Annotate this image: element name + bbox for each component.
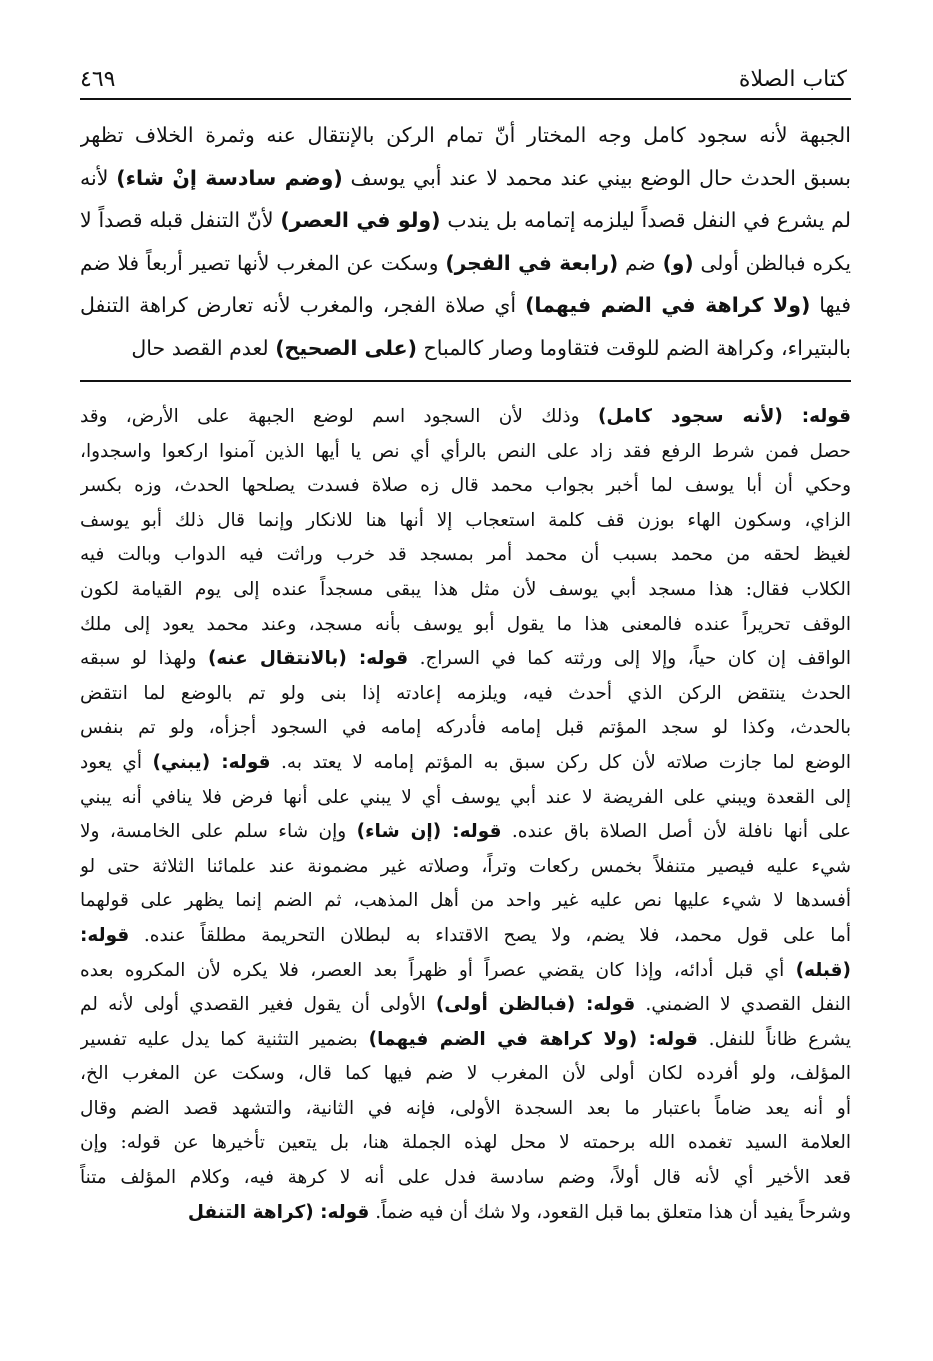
commentary-text: الواقف إن كان حياً، وإلا إلى ورثته كما في السراج.: [408, 648, 851, 670]
commentary-line: [80, 1092, 851, 1127]
commentary-line: [80, 746, 851, 781]
commentary-line: [80, 954, 851, 989]
main_text-line: [80, 327, 851, 370]
commentary-text: الوضع لما جازت صلاته لأن كل ركن سبق به المؤتم إمامه لا يعتد به.: [270, 751, 851, 773]
chapter-title: كتاب الصلاة: [738, 67, 847, 92]
main_text-text: ضم: [618, 250, 663, 275]
main_text-text: يكره فبالظن أولى: [693, 250, 851, 275]
commentary-line: [80, 538, 851, 573]
commentary-text: الزاي، وسكون الهاء بوزن قف كلمة استعجاب إلا أنها هنا للانكار وإنما قال ذلك أبو يوسف: [80, 509, 851, 531]
commentary-line: [80, 1161, 851, 1196]
commentary-text: العلامة السيد تغمده الله برحمته لا محل لهذه الجملة هنا، بل يتعين تأخيرها عن قوله: وإن: [80, 1132, 851, 1154]
commentary-text: شيء عليه فيصير متنفلاً بخمس ركعات وتراً، وصلاته غير مضمونة عند علمائنا الثلاثة حتى لو: [80, 855, 851, 877]
main_text-text: وسكت عن المغرب لأنها تصير أربعاً فلا ضم: [80, 250, 446, 275]
main_text-line: [80, 114, 851, 157]
commentary-line: [80, 435, 851, 470]
commentary-text: يشرع ظاناً للنفل.: [697, 1028, 851, 1050]
main_text-text: فيها: [810, 293, 851, 317]
main_text-line: [80, 242, 851, 285]
commentary-text: ولهذا لو سبقه: [80, 648, 208, 670]
commentary-line: [80, 642, 851, 677]
commentary-line: [80, 1023, 851, 1058]
main_text-text: الجبهة لأنه سجود كامل وجه المختار أنّ تمام الركن بالإنتقال عنه وثمرة الخلاف تظهر: [80, 123, 851, 147]
commentary-text: أو أنه يعد ضاماً باعتبار ما بعد السجدة الأولى، فإنه في الثانية، والتشهد قصد الضم وقال: [80, 1097, 851, 1119]
commentary-bold-text: قوله: (يبني): [152, 751, 271, 773]
main_text-bold-text: (على الصحيح): [275, 335, 418, 360]
commentary-line: [80, 1057, 851, 1092]
main_text-text: لأنّ التنفل قبله قصداً لا: [80, 208, 281, 232]
main-text-block: [80, 114, 851, 370]
commentary-text: إلى القعدة ويبني على الفريضة لا عند أبي يوسف أي لا يبني على أنها فرض فلا ينافي أنه يبني: [80, 786, 851, 808]
commentary-divider: [80, 380, 851, 382]
commentary-line: [80, 400, 851, 435]
commentary-text: الحدث ينتقض الركن الذي أحدث فيه، ويلزمه إعادته إذا بنى ولو تم بالوضع لما انتقض: [80, 682, 851, 704]
main_text-text: لأنه: [80, 165, 117, 190]
commentary-line: [80, 781, 851, 816]
commentary-bold-text: قوله: (بالانتقال عنه): [207, 648, 409, 670]
commentary-line: [80, 573, 851, 608]
commentary-line: [80, 677, 851, 712]
main_text-line: [80, 157, 851, 200]
commentary-line: [80, 988, 851, 1023]
commentary-bold-text: قوله: (ولا كراهة في الضم فيهما): [368, 1028, 698, 1050]
commentary-line: [80, 469, 851, 504]
commentary-text: بالحدث، وكذا لو سجد المؤتم قبل إمامه فأدركه إمامه في السجود أجزأه، ولو تم بنفس: [80, 717, 851, 739]
page-number: ٤٦٩: [80, 67, 116, 92]
commentary-line: [80, 884, 851, 919]
main_text-bold-text: (وضم سادسة إنْ شاء): [116, 165, 343, 190]
commentary-text: المؤلف، ولو أفرده لكان أولى لأن المغرب لا ضم فيها كما قال، وسكت عن المغرب الخ،: [80, 1063, 851, 1085]
commentary-text: الأولى أن يقول فغير القصدي أولى لأنه لم: [80, 994, 436, 1016]
commentary-line: [80, 608, 851, 643]
commentary-text: وشرحاً يفيد أن هذا متعلق بما قبل القعود، ولا شك أن فيه ضماً.: [369, 1201, 851, 1223]
main_text-text: لعدم القصد حال: [131, 335, 276, 360]
commentary-text: لغيظ لحقه من محمد بسبب أن محمد أمر بمسجد قد خرب وراثت فيه الدواب وبالت فيه: [80, 544, 851, 566]
commentary-bold-text: قوله: (إن شاء): [356, 821, 502, 843]
main_text-line: [80, 199, 851, 242]
main_text-text: لم يشرع في النفل قصداً ليلزمه إتمامه بل يندب: [440, 208, 851, 232]
main_text-bold-text: (رابعة في الفجر): [445, 250, 619, 275]
commentary-line: [80, 850, 851, 885]
commentary-text: بضمير التثنية كما يدل عليه تفسير: [80, 1028, 369, 1050]
commentary-text: وإن شاء سلم على الخامسة، ولا: [80, 821, 357, 843]
main_text-text: بسبق الحدث حال الوضع بيني عند محمد لا عند أبي يوسف: [342, 165, 851, 190]
commentary-bold-text: قوله: (فبالظن أولى): [435, 994, 636, 1016]
commentary-text: الوقف تحريراً عنده فالمعنى هذا ما يقول أبو يوسف بأنه مسجد، وعند محمد يعود إلى ملك: [80, 613, 851, 635]
commentary-bold-text: قوله: (لأنه سجود كامل): [597, 406, 851, 427]
page-header: [80, 58, 847, 92]
commentary-text: النفل القصدي لا الضمني.: [635, 994, 851, 1016]
commentary-line: [80, 1196, 851, 1231]
commentary-text: أي قبل أدائه، وإذا كان يقضي عصراً أو ظهراً بعد العصر، فلا يكره لأن المكروه بعده: [80, 959, 796, 981]
commentary-text: حصل فمن شرط الرفع فقد زاد على النص بالرأي أي نص يا أيها الذين آمنوا اركعوا واسجدوا،: [80, 440, 851, 462]
commentary-bold-text: قوله:: [80, 924, 130, 946]
commentary-bold-text: (قبله): [795, 959, 851, 981]
commentary-bold-text: قوله: (كراهة التنفل: [187, 1201, 370, 1223]
commentary-text: قعد الأخير أي لأنه قال أولاً، وضم سادسة فدل على أنه لا كرهة فيه، وكلام المؤلف متناً: [80, 1167, 851, 1189]
commentary-text: أي يعود: [80, 751, 153, 773]
header-divider: [80, 98, 851, 100]
commentary-text: الكلاب فقال: هذا مسجد أبي يوسف لأن مثل هذا يبقى مسجداً عنده إلى يوم القيامة لكون: [80, 578, 851, 600]
main_text-text: بالبتيراء، وكراهة الضم للوقت فتقاوما وصار كالمباح: [417, 335, 851, 360]
main_text-bold-text: (و): [662, 250, 694, 275]
commentary-line: [80, 504, 851, 539]
commentary-text: أفسدها لا شيء عليها نص عليه غير واحد من أهل المذهب، ثم الضم إنما يظهر على قولهما: [80, 890, 851, 912]
main_text-bold-text: (ولا كراهة في الضم فيهما): [525, 293, 811, 317]
commentary-block: [80, 400, 851, 1320]
commentary-line: [80, 815, 851, 850]
main_text-line: [80, 284, 851, 327]
main_text-text: أي صلاة الفجر، والمغرب لأنه تعارض كراهة التنفل: [80, 293, 526, 317]
commentary-text: أما على قول محمد، فلا يضم، ولا يصح الاقتداء به لبطلان التحريمة مطلقاً عنده.: [129, 924, 851, 946]
commentary-line: [80, 711, 851, 746]
commentary-line: [80, 919, 851, 954]
commentary-text: على أنها نافلة لأن أصل الصلاة باق عنده.: [501, 821, 851, 843]
main_text-bold-text: (ولو في العصر): [280, 208, 441, 232]
commentary-line: [80, 1126, 851, 1161]
commentary-text: وذلك لأن السجود اسم لوضع الجبهة على الأرض، وقد: [80, 406, 598, 427]
commentary-text: وحكي أن أبا يوسف لما أخبر بجواب محمد قال زه صلاة فسدت يصلحها الحدث، وزه بكسر: [80, 475, 851, 497]
